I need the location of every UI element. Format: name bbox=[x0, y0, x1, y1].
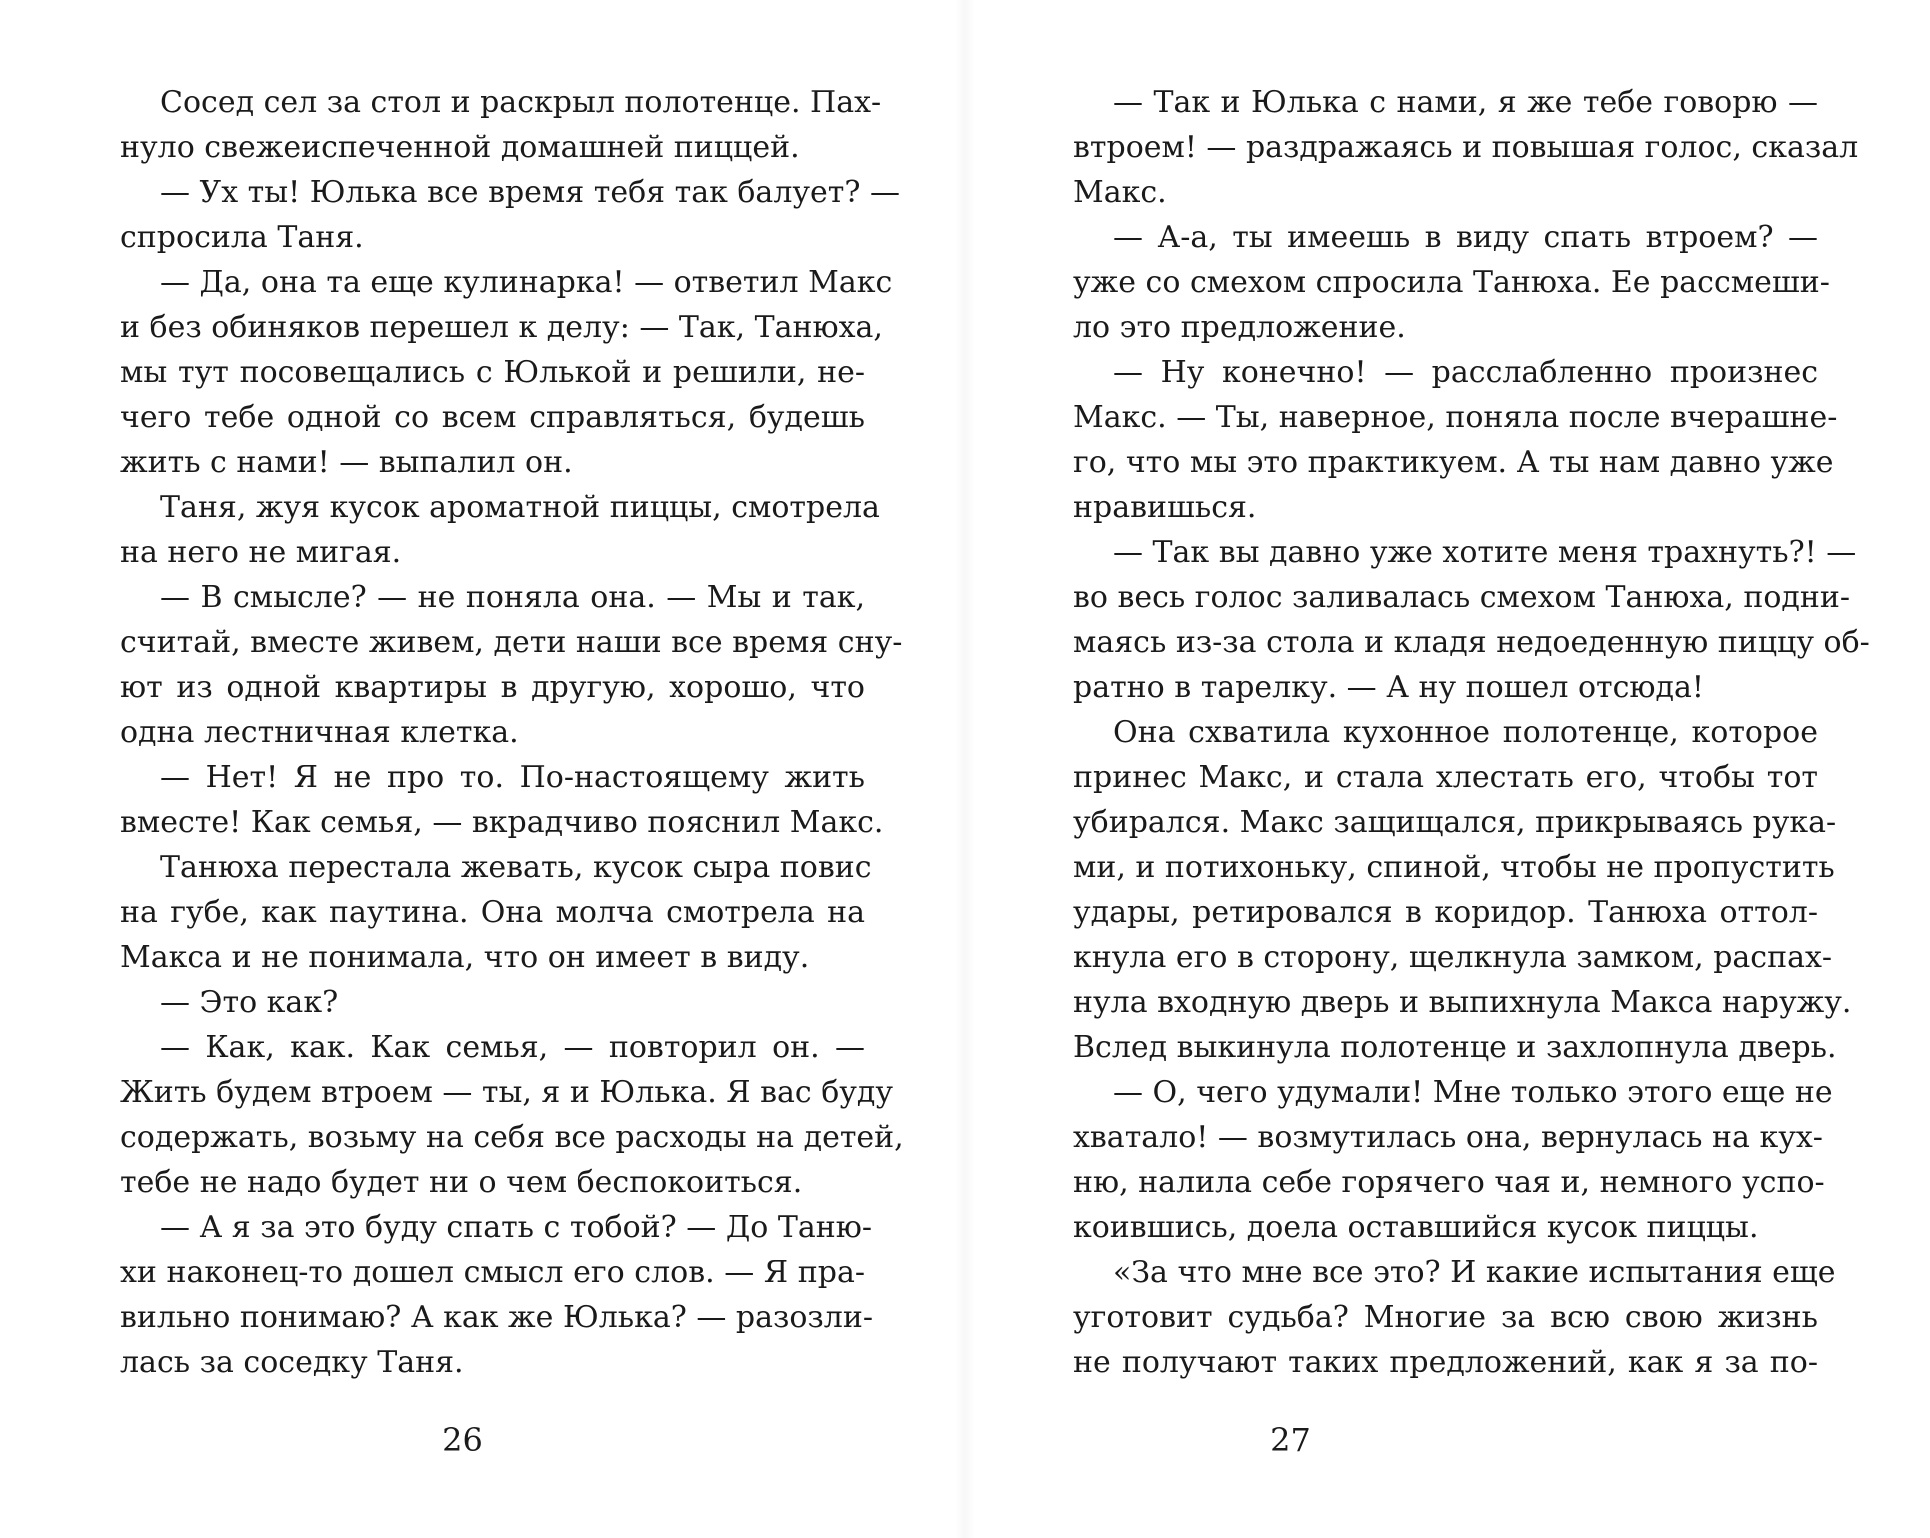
text-line: мы тут посовещались с Юлькой и решили, не- bbox=[120, 355, 865, 390]
right-page-text bbox=[1073, 80, 1870, 1385]
text-line: Танюха перестала жевать, кусок сыра повис bbox=[160, 850, 872, 885]
text-line: Вслед выкинула полотенце и захлопнула дверь. bbox=[1073, 1030, 1837, 1065]
right-page bbox=[1073, 80, 1870, 1480]
text-line: втроем! — раздражаясь и повышая голос, сказал bbox=[1073, 130, 1859, 165]
text-line: нравишься. bbox=[1073, 490, 1257, 525]
text-line: ратно в тарелку. — А ну пошел отсюда! bbox=[1073, 670, 1704, 705]
text-line: — В смысле? — не поняла она. — Мы и так, bbox=[160, 580, 865, 615]
text-line: Таня, жуя кусок ароматной пиццы, смотрела bbox=[160, 490, 880, 525]
text-line: одна лестничная клетка. bbox=[120, 715, 519, 750]
left-page-text bbox=[120, 80, 904, 1385]
text-line: кнула его в сторону, щелкнула замком, распах- bbox=[1073, 940, 1833, 975]
text-line: на него не мигая. bbox=[120, 535, 402, 570]
text-line: коившись, доела оставшийся кусок пиццы. bbox=[1073, 1210, 1759, 1245]
text-line: — Нет! Я не про то. По-настоящему жить bbox=[160, 760, 865, 795]
text-line: Жить будем втроем — ты, я и Юлька. Я вас буду bbox=[120, 1075, 894, 1110]
text-line: ню, налила себе горячего чая и, немного успо- bbox=[1073, 1165, 1825, 1200]
text-line: хватало! — возмутилась она, вернулась на кух- bbox=[1073, 1120, 1823, 1155]
left-page-number: 26 bbox=[442, 1421, 483, 1459]
text-line: — А-а, ты имеешь в виду спать втроем? — bbox=[1113, 220, 1818, 255]
text-line: убирался. Макс защищался, прикрываясь рука- bbox=[1073, 805, 1837, 840]
text-line: уготовит судьба? Многие за всю свою жизнь bbox=[1073, 1300, 1818, 1335]
text-line: жить с нами! — выпалил он. bbox=[120, 445, 573, 480]
text-line: не получают таких предложений, как я за по- bbox=[1073, 1345, 1818, 1380]
text-line: тебе не надо будет ни о чем беспокоиться. bbox=[120, 1165, 803, 1200]
text-line: Сосед сел за стол и раскрыл полотенце. Пах- bbox=[160, 85, 882, 120]
text-line: — Так вы давно уже хотите меня трахнуть?! — bbox=[1113, 535, 1857, 570]
left-page bbox=[120, 80, 904, 1480]
text-line: ло это предложение. bbox=[1073, 310, 1406, 345]
text-line: лась за соседку Таня. bbox=[120, 1345, 464, 1380]
text-line: вместе! Как семья, — вкрадчиво пояснил Макс. bbox=[120, 805, 884, 840]
text-line: Макс. — Ты, наверное, поняла после вчерашне- bbox=[1073, 400, 1838, 435]
text-line: ми, и потихоньку, спиной, чтобы не пропустить bbox=[1073, 850, 1835, 885]
text-line: Макса и не понимала, что он имеет в виду. bbox=[120, 940, 810, 975]
text-line: хи наконец-то дошел смысл его слов. — Я пра- bbox=[120, 1255, 865, 1290]
text-line: «За что мне все это? И какие испытания еще bbox=[1113, 1255, 1836, 1290]
text-line: — Да, она та еще кулинарка! — ответил Макс bbox=[160, 265, 893, 300]
text-line: — Так и Юлька с нами, я же тебе говорю — bbox=[1113, 85, 1818, 120]
text-line: — О, чего удумали! Мне только этого еще не bbox=[1113, 1075, 1833, 1110]
text-line: чего тебе одной со всем справляться, будешь bbox=[120, 400, 865, 435]
text-line: нуло свежеиспеченной домашней пиццей. bbox=[120, 130, 800, 165]
text-line: Она схватила кухонное полотенце, которое bbox=[1113, 715, 1818, 750]
right-page-number: 27 bbox=[1270, 1421, 1311, 1459]
text-line: и без обиняков перешел к делу: — Так, Танюха, bbox=[120, 310, 883, 345]
gutter-shadow bbox=[955, 0, 975, 1538]
text-line: — Ну конечно! — расслабленно произнес bbox=[1113, 355, 1818, 390]
text-line: спросила Таня. bbox=[120, 220, 364, 255]
text-line: — А я за это буду спать с тобой? — До Таню- bbox=[160, 1210, 872, 1245]
text-line: маясь из-за стола и кладя недоеденную пиццу об- bbox=[1073, 625, 1870, 660]
text-line: во весь голос заливалась смехом Танюха, подни- bbox=[1073, 580, 1851, 615]
text-line: удары, ретировался в коридор. Танюха оттол- bbox=[1073, 895, 1818, 930]
text-line: на губе, как паутина. Она молча смотрела на bbox=[120, 895, 865, 930]
text-line: го, что мы это практикуем. А ты нам давно уже bbox=[1073, 445, 1834, 480]
text-line: уже со смехом спросила Танюха. Ее рассмеши- bbox=[1073, 265, 1830, 300]
text-line: — Как, как. Как семья, — повторил он. — bbox=[160, 1030, 865, 1065]
text-line: нула входную дверь и выпихнула Макса наружу. bbox=[1073, 985, 1852, 1020]
text-line: вильно понимаю? А как же Юлька? — разозли- bbox=[120, 1300, 873, 1335]
text-line: содержать, возьму на себя все расходы на детей, bbox=[120, 1120, 904, 1155]
text-line: ют из одной квартиры в другую, хорошо, что bbox=[120, 670, 865, 705]
text-line: Макс. bbox=[1073, 175, 1167, 210]
text-line: считай, вместе живем, дети наши все время сну- bbox=[120, 625, 903, 660]
text-line: — Это как? bbox=[160, 985, 339, 1020]
text-line: — Ух ты! Юлька все время тебя так балует? — bbox=[160, 175, 900, 210]
text-line: принес Макс, и стала хлестать его, чтобы тот bbox=[1073, 760, 1818, 795]
